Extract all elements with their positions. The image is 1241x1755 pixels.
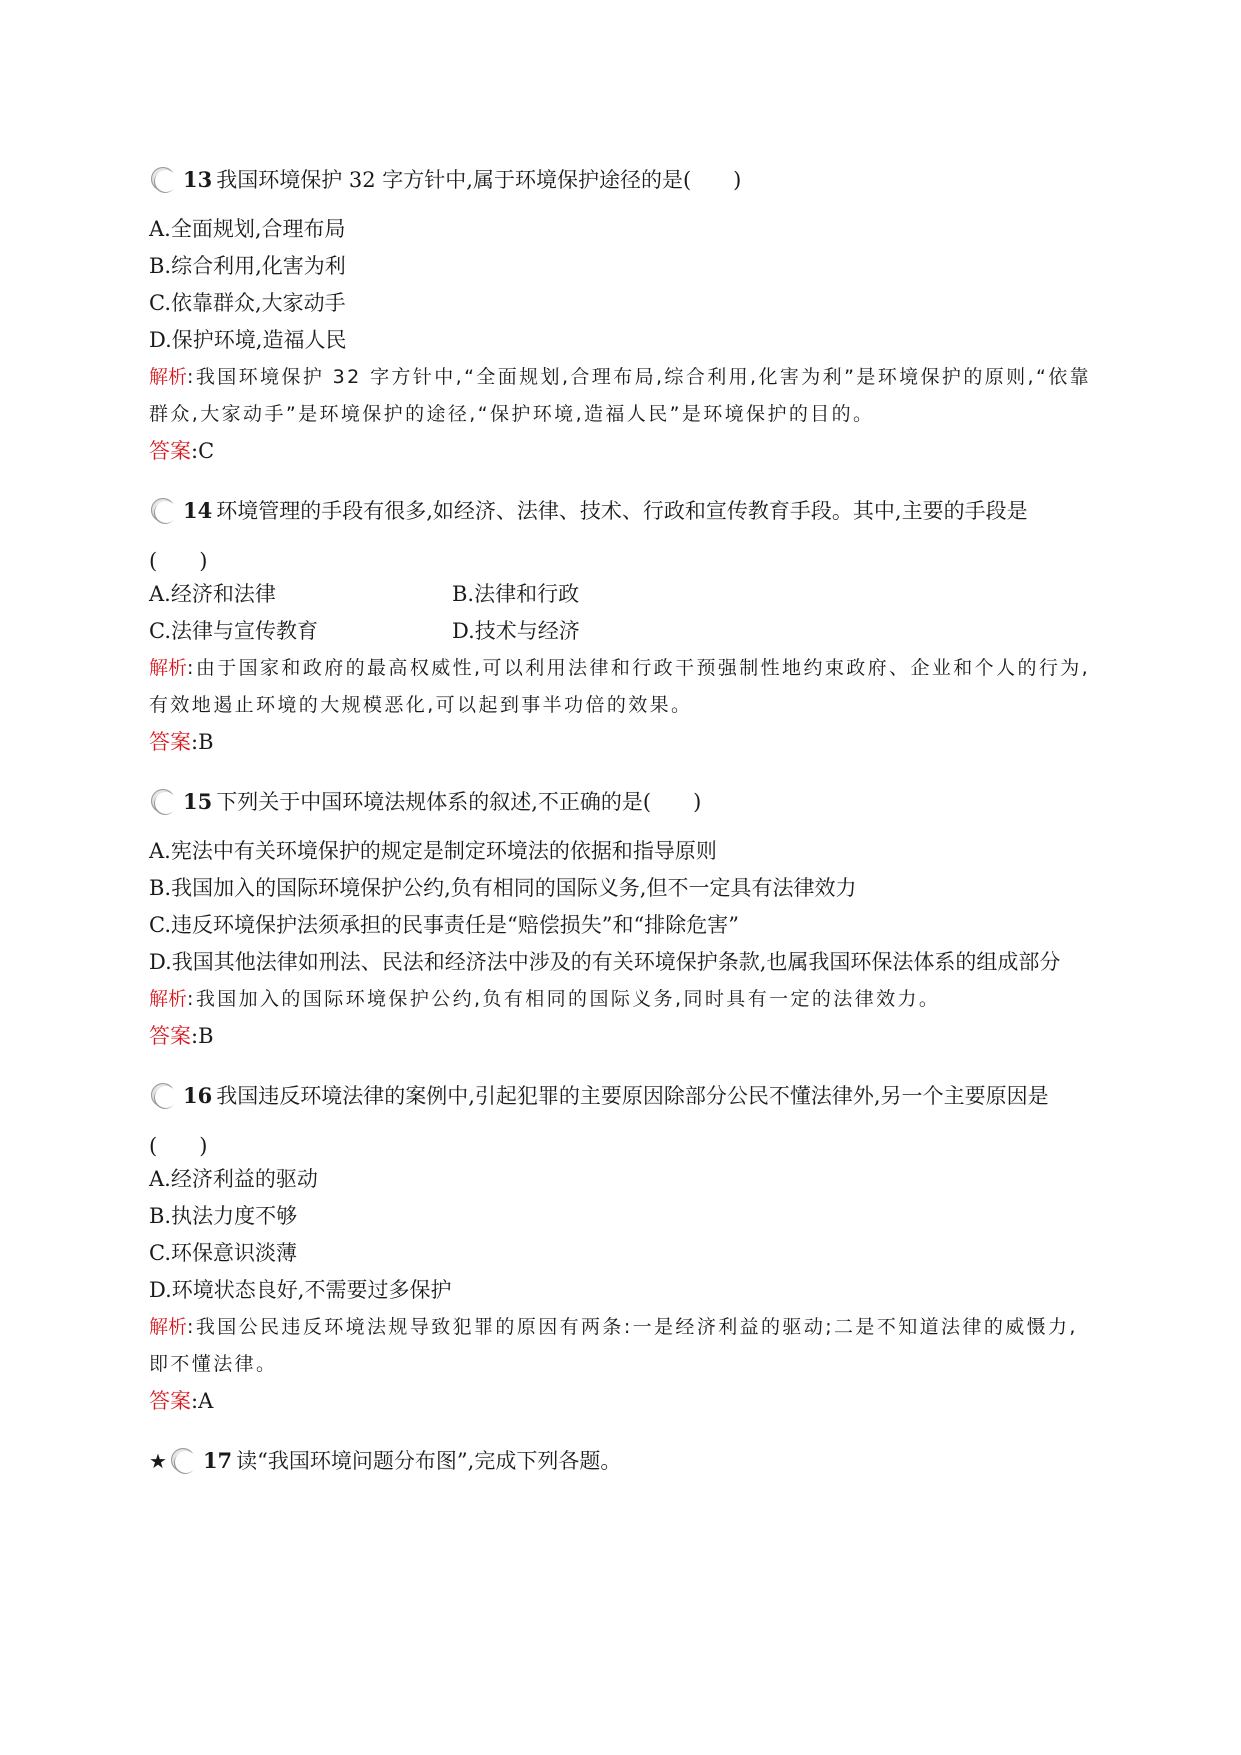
analysis-text: :我国加入的国际环境保护公约,负有相同的国际义务,同时具有一定的法律效力。 xyxy=(187,988,941,1010)
option-d: D.保护环境,造福人民 xyxy=(149,328,347,352)
answer xyxy=(149,1383,1099,1420)
option-a: A.全面规划,合理布局 xyxy=(149,217,346,241)
analysis-label: 解析 xyxy=(149,366,188,388)
question-15 xyxy=(149,787,1099,1055)
question-marker-icon xyxy=(149,165,179,195)
question-marker-icon xyxy=(149,1081,179,1111)
option-b: B.执法力度不够 xyxy=(149,1204,298,1228)
answer-text: :A xyxy=(191,1389,214,1413)
answer-blank: ( ) xyxy=(149,549,208,573)
option-b: B.法律和行政 xyxy=(452,582,580,606)
answer-label: 答案 xyxy=(149,730,191,754)
option-a: A.宪法中有关环境保护的规定是制定环境法的依据和指导原则 xyxy=(149,839,717,863)
question-17 xyxy=(149,1446,1099,1476)
question-number: 16 xyxy=(183,1083,213,1108)
option-c: C.依靠群众,大家动手 xyxy=(149,291,346,315)
question-stem xyxy=(149,165,1099,195)
option-c: C.环保意识淡薄 xyxy=(149,1241,297,1265)
question-number: 13 xyxy=(183,167,213,192)
analysis xyxy=(149,981,1099,1018)
option-row xyxy=(149,576,1099,613)
answer-blank: ( ) xyxy=(149,1134,208,1158)
option-d: D.技术与经济 xyxy=(452,619,580,643)
question-number: 14 xyxy=(183,498,213,523)
answer-label: 答案 xyxy=(149,1389,191,1413)
analysis xyxy=(149,1309,1099,1383)
star-icon: ★ xyxy=(149,1449,167,1473)
question-text: 环境管理的手段有很多,如经济、法律、技术、行政和宣传教育手段。其中,主要的手段是 xyxy=(216,499,1028,523)
analysis xyxy=(149,359,1099,433)
question-text: 我国环境保护 32 字方针中,属于环境保护途径的是( ) xyxy=(216,168,742,192)
option-c: C.违反环境保护法须承担的民事责任是“赔偿损失”和“排除危害” xyxy=(149,913,739,937)
question-16 xyxy=(149,1081,1099,1420)
option-c: C.法律与宣传教育 xyxy=(149,619,318,643)
analysis-label: 解析 xyxy=(149,1316,188,1338)
question-text: 读“我国环境问题分布图”,完成下列各题。 xyxy=(236,1449,622,1473)
option-d: D.环境状态良好,不需要过多保护 xyxy=(149,1278,452,1302)
option-b: B.我国加入的国际环境保护公约,负有相同的国际义务,但不一定具有法律效力 xyxy=(149,876,857,900)
analysis-text: :由于国家和政府的最高权威性,可以利用法律和行政干预强制性地约束政府、企业和个人的行为,有效地遏止环境的大规模恶化,可以起到事半功倍的效果。 xyxy=(149,657,1091,716)
question-marker-icon xyxy=(149,496,179,526)
answer-text: :C xyxy=(191,439,215,463)
option-a: A.经济和法律 xyxy=(149,582,276,606)
option-a: A.经济利益的驱动 xyxy=(149,1167,318,1191)
analysis xyxy=(149,650,1099,724)
analysis-label: 解析 xyxy=(149,988,188,1010)
answer-text: :B xyxy=(191,1024,214,1048)
analysis-label: 解析 xyxy=(149,657,188,679)
answer-label: 答案 xyxy=(149,1024,191,1048)
answer xyxy=(149,433,1099,470)
question-14 xyxy=(149,496,1099,761)
question-text: 我国违反环境法律的案例中,引起犯罪的主要原因除部分公民不懂法律外,另一个主要原因是 xyxy=(216,1084,1049,1108)
analysis-text: :我国环境保护 32 字方针中,“全面规划,合理布局,综合利用,化害为利”是环境保护的原则,“依靠群众,大家动手”是环境保护的途径,“保护环境,造福人民”是环境保护的目的。 xyxy=(149,366,1092,425)
question-stem xyxy=(149,787,1099,817)
document-page xyxy=(149,165,1099,1476)
question-text: 下列关于中国环境法规体系的叙述,不正确的是( ) xyxy=(216,790,702,814)
answer xyxy=(149,724,1099,761)
option-d: D.我国其他法律如刑法、民法和经济法中涉及的有关环境保护条款,也属我国环保法体系的组成部分 xyxy=(149,950,1061,974)
option-row xyxy=(149,613,1099,650)
answer-label: 答案 xyxy=(149,439,191,463)
question-number: 15 xyxy=(183,789,213,814)
answer xyxy=(149,1018,1099,1055)
question-number: 17 xyxy=(202,1448,233,1473)
option-b: B.综合利用,化害为利 xyxy=(149,254,346,278)
answer-text: :B xyxy=(191,730,214,754)
question-stem xyxy=(149,1446,1099,1476)
analysis-text: :我国公民违反环境法规导致犯罪的原因有两条:一是经济利益的驱动;二是不知道法律的威慑力,即不懂法律。 xyxy=(149,1316,1078,1375)
question-marker-icon xyxy=(169,1446,199,1476)
question-marker-icon xyxy=(149,787,179,817)
question-stem xyxy=(149,1081,1099,1111)
question-stem xyxy=(149,496,1099,526)
question-13 xyxy=(149,165,1099,470)
